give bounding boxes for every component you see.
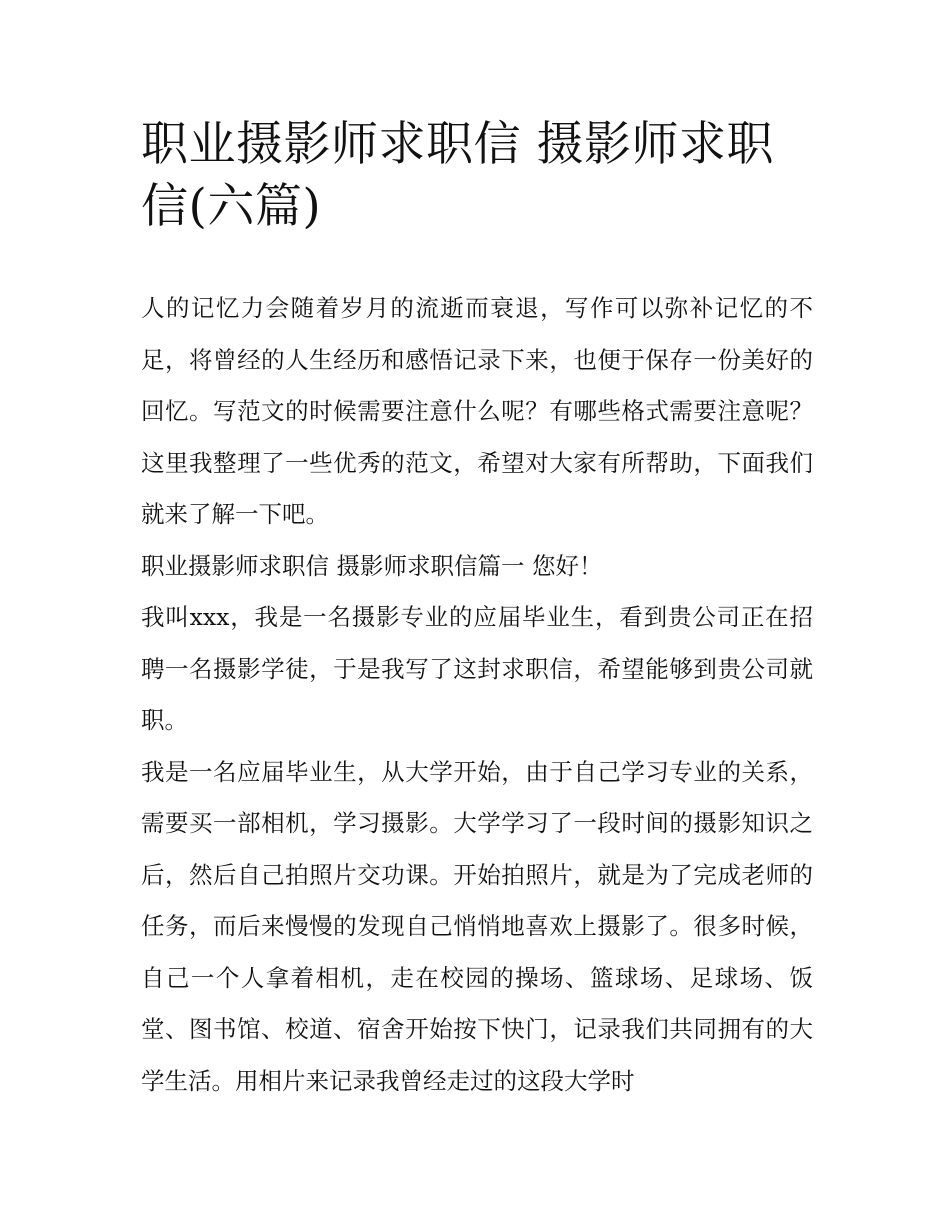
self-introduction-paragraph: 我叫xxx，我是一名摄影专业的应届毕业生，看到贵公司正在招聘一名摄影学徒，于是我写了这封求职信，希望能够到贵公司就职。 (141, 603, 813, 734)
intro-paragraph: 人的记忆力会随着岁月的流逝而衰退，写作可以弥补记忆的不足，将曾经的人生经历和感悟记录下来，也便于保存一份美好的回忆。写范文的时候需要注意什么呢？有哪些格式需要注意呢？这里我整理了一些优秀的范文，希望对大家有所帮助，下面我们就来了解一下吧。 (141, 294, 813, 528)
page-title: 职业摄影师求职信 摄影师求职信(六篇) (141, 117, 774, 234)
document-body (141, 283, 813, 1107)
experience-paragraph: 我是一名应届毕业生，从大学开始，由于自己学习专业的关系，需要买一部相机，学习摄影。大学学习了一段时间的摄影知识之后，然后自己拍照片交功课。开始拍照片，就是为了完成老师的任务，而后来慢慢的发现自己悄悄地喜欢上摄影了。很多时候，自己一个人拿着相机，走在校园的操场、篮球场、足球场、饭堂、图书馆、校道、宿舍开始按下快门，记录我们共同拥有的大学生活。用相片来记录我曾经走过的这段大学时 (141, 757, 813, 1095)
section-heading-paragraph: 职业摄影师求职信 摄影师求职信篇一 您好！ (141, 551, 603, 580)
